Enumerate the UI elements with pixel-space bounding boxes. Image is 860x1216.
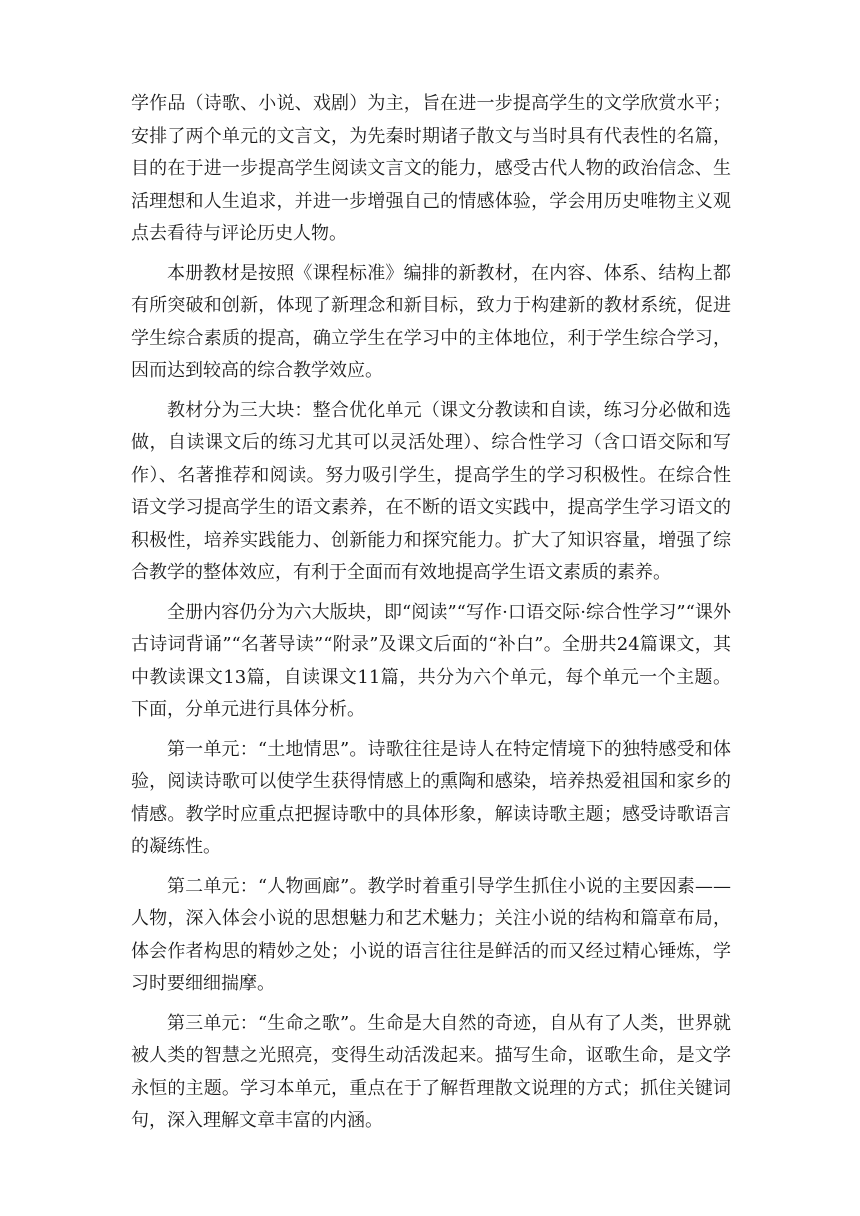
paragraph-three-blocks: 教材分为三大块：整合优化单元（课文分教读和自读，练习分必做和选做，自读课文后的练习尤其可以灵活处理）、综合性学习（含口语交际和写作）、名著推荐和阅读。努力吸引学生，提高学生的学习积极性。在综合性语文学习提高学生的语文素养，在不断的语文实践中，提高学生学习语文的积极性，培养实践能力、创新能力和探究能力。扩大了知识容量，增强了综合教学的整体效应，有利于全面而有效地提高学生语文素质的素养。 (131, 399, 731, 583)
paragraph-unit-one: 第一单元：“土地情思”。诗歌往往是诗人在特定情境下的独特感受和体验，阅读诗歌可以使学生获得情感上的熏陶和感染，培养热爱祖国和家乡的情感。教学时应重点把握诗歌中的具体形象，解读诗歌主题；感受诗歌语言的凝练性。 (131, 738, 731, 857)
paragraph-unit-two: 第二单元：“人物画廊”。教学时着重引导学生抓住小说的主要因素——人物，深入体会小说的思想魅力和艺术魅力；关注小说的结构和篇章布局，体会作者构思的精妙之处；小说的语言往往是鲜活的而又经过精心锤炼，学习时要细细揣摩。 (131, 875, 731, 994)
paragraph-unit-three: 第三单元：“生命之歌”。生命是大自然的奇迹，自从有了人类，世界就被人类的智慧之光照亮，变得生动活泼起来。描写生命，讴歌生命，是文学永恒的主题。学习本单元，重点在于了解哲理散文说理的方式；抓住关键词句，深入理解文章丰富的内涵。 (131, 1012, 731, 1131)
paragraph-textbook-intro: 本册教材是按照《课程标准》编排的新教材，在内容、体系、结构上都有所突破和创新，体现了新理念和新目标，致力于构建新的教材系统，促进学生综合素质的提高，确立学生在学习中的主体地位，利于学生综合学习，因而达到较高的综合教学效应。 (131, 262, 731, 381)
paragraph-continuation: 学作品（诗歌、小说、戏剧）为主，旨在进一步提高学生的文学欣赏水平；安排了两个单元的文言文，为先秦时期诸子散文与当时具有代表性的名篇，目的在于进一步提高学生阅读文言文的能力，感受古代人物的政治信念、生活理想和人生追求，并进一步增强自己的情感体验，学会用历史唯物主义观点去看待与评论历史人物。 (131, 93, 731, 244)
paragraph-six-sections: 全册内容仍分为六大版块，即“阅读”“写作·口语交际·综合性学习”“课外古诗词背诵”“名著导读”“附录”及课文后面的“补白”。全册共24篇课文，其中教读课文13篇，自读课文11篇，共分为六个单元，每个单元一个主题。下面，分单元进行具体分析。 (131, 601, 731, 720)
document-body (131, 88, 731, 1138)
